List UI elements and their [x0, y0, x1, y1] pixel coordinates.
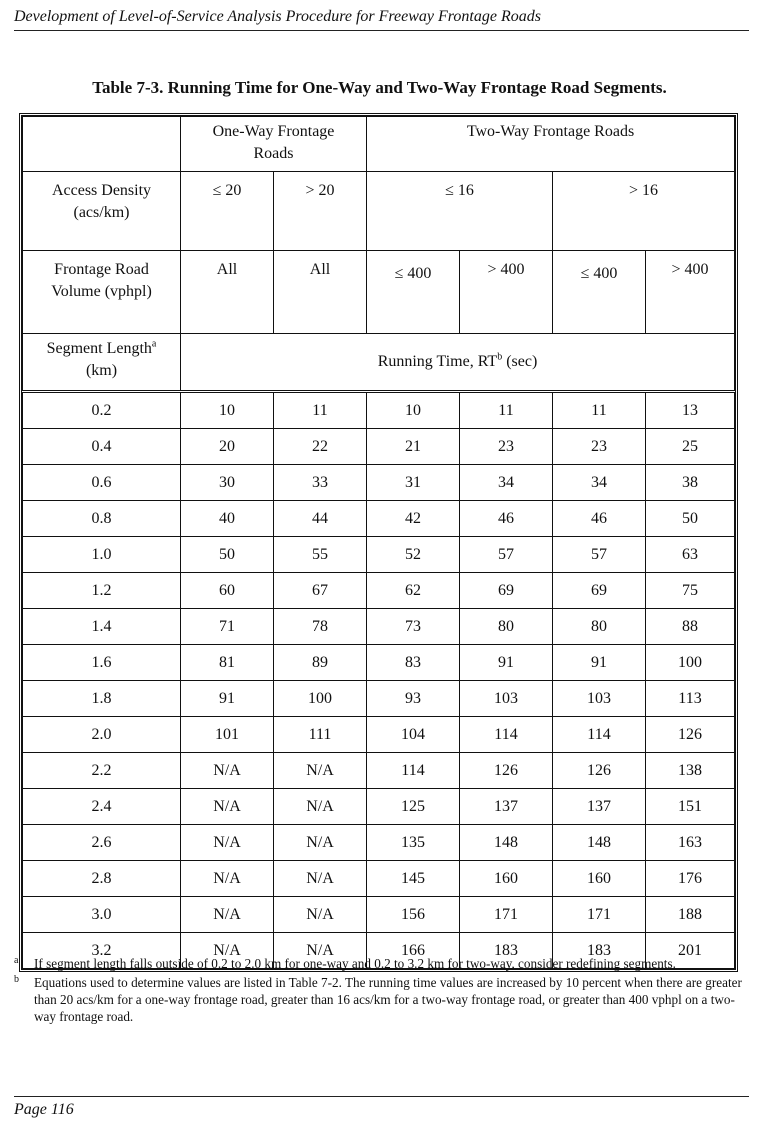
table-frame	[19, 113, 738, 972]
running-time-cell: 101	[181, 717, 274, 753]
running-time-unit: (sec)	[502, 353, 538, 370]
table-row	[23, 753, 735, 789]
running-time-cell: 148	[460, 825, 553, 861]
running-time-cell: 11	[460, 392, 553, 429]
table-row	[23, 501, 735, 537]
running-time-cell: 91	[460, 645, 553, 681]
running-time-cell: 30	[181, 465, 274, 501]
running-time-cell: N/A	[181, 897, 274, 933]
segment-length-cell: 2.2	[23, 753, 181, 789]
density-value: ≤ 20	[181, 172, 274, 251]
running-time-cell: 57	[460, 537, 553, 573]
running-time-cell: 83	[367, 645, 460, 681]
header-one-way	[181, 117, 367, 172]
running-time-cell: 31	[367, 465, 460, 501]
table-row	[23, 392, 735, 429]
running-time-cell: 33	[274, 465, 367, 501]
density-value: > 16	[553, 172, 735, 251]
volume-value: > 400	[460, 251, 553, 334]
segment-length-cell: 1.8	[23, 681, 181, 717]
running-time-cell: 114	[460, 717, 553, 753]
running-time-cell: 151	[646, 789, 735, 825]
running-time-cell: 103	[460, 681, 553, 717]
running-time-cell: 88	[646, 609, 735, 645]
footnote-a-mark: a	[14, 955, 19, 966]
running-time-cell: 78	[274, 609, 367, 645]
segment-length-cell: 0.2	[23, 392, 181, 429]
table-row	[23, 897, 735, 933]
running-time-cell: 138	[646, 753, 735, 789]
running-time-cell: 75	[646, 573, 735, 609]
header-corner-cell	[23, 117, 181, 172]
volume-value: All	[181, 251, 274, 334]
running-time-cell: 25	[646, 429, 735, 465]
running-time-cell: 89	[274, 645, 367, 681]
running-time-cell: 114	[553, 717, 646, 753]
running-time-cell: 69	[553, 573, 646, 609]
footnote-b	[14, 974, 744, 1025]
segment-length-cell: 3.2	[23, 933, 181, 969]
running-time-cell: 23	[460, 429, 553, 465]
running-time-cell: 111	[274, 717, 367, 753]
segment-length-cell: 0.4	[23, 429, 181, 465]
running-time-cell: N/A	[181, 933, 274, 969]
running-time-cell: 60	[181, 573, 274, 609]
segment-length-cell: 0.8	[23, 501, 181, 537]
running-time-cell: 13	[646, 392, 735, 429]
running-time-cell: 69	[460, 573, 553, 609]
running-time-cell: 11	[553, 392, 646, 429]
segment-length-cell: 0.6	[23, 465, 181, 501]
running-time-cell: N/A	[274, 933, 367, 969]
running-time-cell: 183	[553, 933, 646, 969]
table-row	[23, 825, 735, 861]
table-row	[23, 681, 735, 717]
segment-length-cell: 1.6	[23, 645, 181, 681]
running-time-cell: 188	[646, 897, 735, 933]
running-time-cell: 50	[181, 537, 274, 573]
segment-length-cell: 1.0	[23, 537, 181, 573]
running-time-cell: 114	[367, 753, 460, 789]
segment-length-cell: 2.6	[23, 825, 181, 861]
running-time-cell: N/A	[181, 861, 274, 897]
running-time-cell: 22	[274, 429, 367, 465]
running-time-cell: 71	[181, 609, 274, 645]
running-time-cell: 103	[553, 681, 646, 717]
running-time-cell: N/A	[274, 789, 367, 825]
segment-length-cell: 2.4	[23, 789, 181, 825]
table-row	[23, 717, 735, 753]
table-row	[23, 609, 735, 645]
volume-value: > 400	[646, 251, 735, 334]
footnote-mark-a: a	[151, 338, 157, 350]
table-row	[23, 429, 735, 465]
running-time-cell: N/A	[274, 897, 367, 933]
density-value: ≤ 16	[367, 172, 553, 251]
volume-value: ≤ 400	[553, 251, 646, 334]
running-time-cell: 104	[367, 717, 460, 753]
running-time-cell: 166	[367, 933, 460, 969]
running-time-cell: 55	[274, 537, 367, 573]
density-value: > 20	[274, 172, 367, 251]
running-time-cell: N/A	[181, 753, 274, 789]
volume-value: ≤ 400	[367, 251, 460, 334]
segment-length-unit: (km)	[85, 362, 118, 379]
running-time-cell: 93	[367, 681, 460, 717]
running-time-cell: 67	[274, 573, 367, 609]
running-time-cell: 135	[367, 825, 460, 861]
running-time-cell: 10	[367, 392, 460, 429]
running-time-cell: 126	[646, 717, 735, 753]
running-time-cell: 148	[553, 825, 646, 861]
running-time-cell: 57	[553, 537, 646, 573]
running-time-cell: 20	[181, 429, 274, 465]
running-time-label	[181, 334, 735, 392]
running-time-cell: 126	[460, 753, 553, 789]
segment-length-cell: 1.2	[23, 573, 181, 609]
running-time-cell: N/A	[274, 825, 367, 861]
running-time-cell: 34	[553, 465, 646, 501]
running-time-cell: 11	[274, 392, 367, 429]
running-time-cell: 63	[646, 537, 735, 573]
table-row	[23, 645, 735, 681]
footnote-mark-b: b	[497, 351, 503, 363]
running-time-cell: N/A	[274, 861, 367, 897]
running-time-cell: 171	[460, 897, 553, 933]
running-time-cell: 160	[460, 861, 553, 897]
running-time-cell: 50	[646, 501, 735, 537]
running-time-cell: 80	[460, 609, 553, 645]
footnote-b-mark: b	[14, 974, 19, 985]
running-time-cell: 52	[367, 537, 460, 573]
table-row	[23, 573, 735, 609]
footnote-a-text: If segment length falls outside of 0.2 to 2.0 km for one-way and 0.2 to 3.2 km for two-way, consider redefining segments.	[34, 956, 676, 971]
table-row	[23, 537, 735, 573]
running-time-cell: 46	[460, 501, 553, 537]
running-time-cell: N/A	[181, 789, 274, 825]
running-time-cell: 42	[367, 501, 460, 537]
table-row	[23, 861, 735, 897]
volume-value: All	[274, 251, 367, 334]
running-time-cell: 10	[181, 392, 274, 429]
running-time-cell: 100	[646, 645, 735, 681]
running-time-cell: 91	[181, 681, 274, 717]
footnotes	[14, 955, 744, 1027]
running-time-cell: 21	[367, 429, 460, 465]
running-time-cell: 156	[367, 897, 460, 933]
running-time-cell: 80	[553, 609, 646, 645]
segment-length-cell: 1.4	[23, 609, 181, 645]
running-time-cell: 73	[367, 609, 460, 645]
segment-length-cell: 2.0	[23, 717, 181, 753]
running-time-cell: 34	[460, 465, 553, 501]
running-time-cell: 62	[367, 573, 460, 609]
footnote-a	[14, 955, 744, 972]
running-time-cell: 91	[553, 645, 646, 681]
segment-length-cell: 2.8	[23, 861, 181, 897]
running-time-cell: 125	[367, 789, 460, 825]
segment-length-cell: 3.0	[23, 897, 181, 933]
running-time-cell: 44	[274, 501, 367, 537]
table-row	[23, 465, 735, 501]
running-time-cell: 160	[553, 861, 646, 897]
volume-label	[23, 251, 181, 334]
segment-length-label	[23, 334, 181, 392]
running-time-cell: 100	[274, 681, 367, 717]
footnote-b-text: Equations used to determine values are listed in Table 7-2. The running time values are increased by 10 percent when there are greater than 20 acs/km for a one-way frontage road, greater than 16 acs/km for a two-way frontage road, or greater than 400 vphpl on a two-way frontage road.	[34, 975, 742, 1024]
running-time-cell: 38	[646, 465, 735, 501]
running-time-cell: 113	[646, 681, 735, 717]
running-time-text: Running Time, RT	[377, 353, 498, 370]
running-time-cell: 171	[553, 897, 646, 933]
running-time-table	[22, 116, 735, 969]
running-time-cell: 137	[460, 789, 553, 825]
table-row	[23, 789, 735, 825]
running-time-cell: 23	[553, 429, 646, 465]
access-density-text: Access Density (acs/km)	[51, 182, 152, 221]
running-time-cell: 176	[646, 861, 735, 897]
running-time-cell: 126	[553, 753, 646, 789]
one-way-label: One-Way Frontage Roads	[212, 123, 335, 162]
access-density-label	[23, 172, 181, 251]
running-time-cell: N/A	[274, 753, 367, 789]
volume-text: Frontage Road Volume (vphpl)	[51, 261, 152, 300]
running-time-cell: 137	[553, 789, 646, 825]
running-time-cell: 201	[646, 933, 735, 969]
running-time-cell: 163	[646, 825, 735, 861]
page-number: Page 116	[14, 1096, 749, 1119]
running-time-cell: N/A	[181, 825, 274, 861]
running-time-cell: 183	[460, 933, 553, 969]
segment-length-text: Segment Length	[46, 340, 152, 357]
running-time-cell: 46	[553, 501, 646, 537]
header-two-way: Two-Way Frontage Roads	[367, 117, 735, 172]
running-time-cell: 81	[181, 645, 274, 681]
running-time-cell: 145	[367, 861, 460, 897]
running-head: Development of Level-of-Service Analysis Procedure for Freeway Frontage Roads	[14, 8, 749, 31]
running-time-cell: 40	[181, 501, 274, 537]
table-title: Table 7-3. Running Time for One-Way and Two-Way Frontage Road Segments.	[92, 78, 667, 97]
